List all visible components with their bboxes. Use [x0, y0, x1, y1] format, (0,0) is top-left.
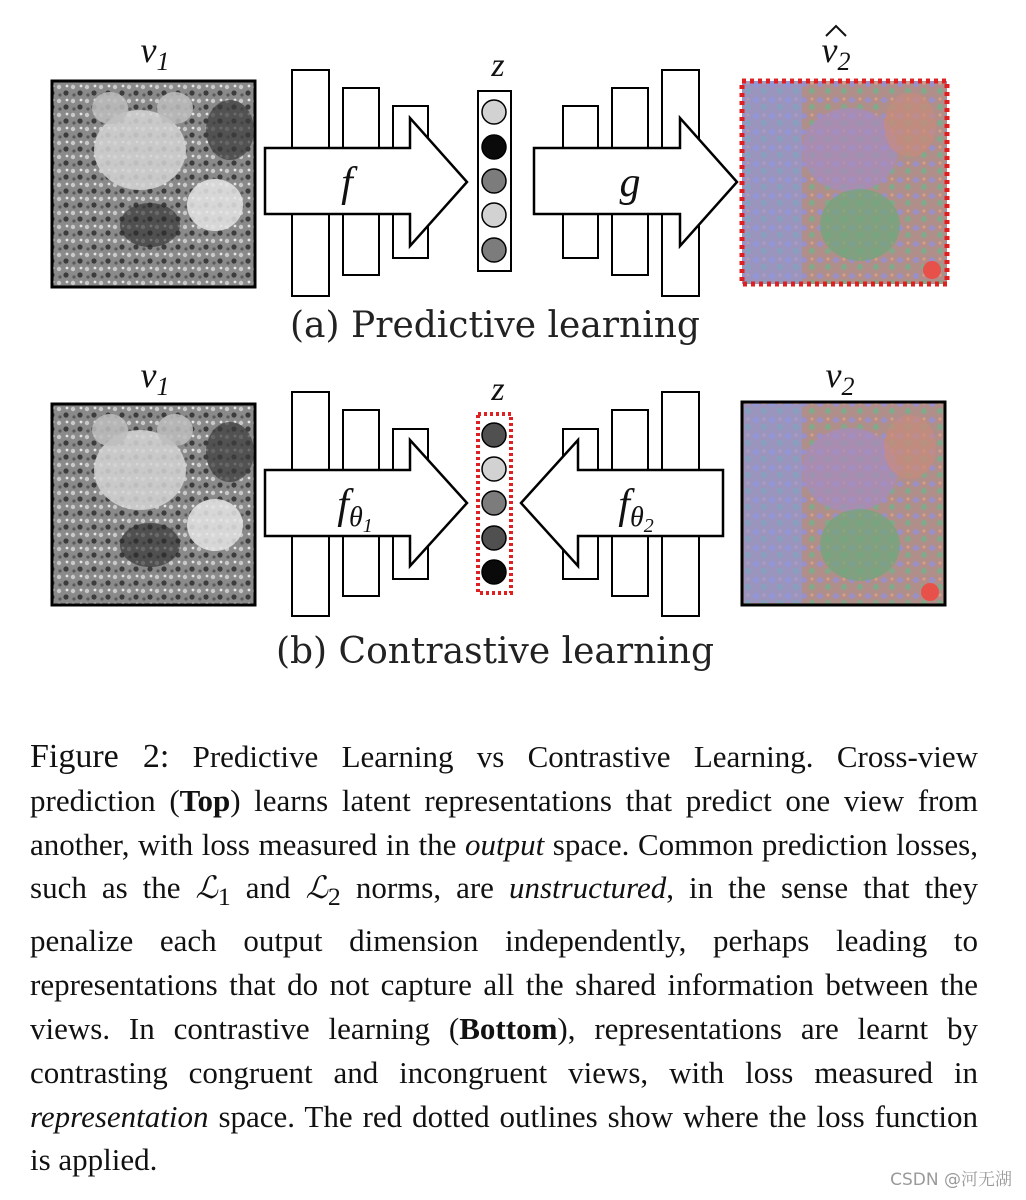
encoder1-label: fθ1	[337, 482, 373, 537]
caption-text: ) learns latent representations that predict one view from another, with loss measured in the	[30, 782, 978, 862]
watermark: CSDN @河无湖	[890, 1170, 1012, 1190]
latent-label-z: z	[491, 47, 505, 84]
latent-node	[482, 203, 506, 227]
latent-node	[482, 526, 506, 550]
svg-text:v2: $v_2$	[821, 30, 851, 76]
input-image	[52, 81, 255, 287]
caption-text: norms, are	[340, 870, 509, 906]
caption-text: Cross-view prediction (	[30, 739, 979, 818]
loss-l2-symbol: ℒ	[305, 870, 328, 906]
loss-l1-symbol: ℒ	[195, 870, 218, 906]
latent-node	[482, 100, 506, 124]
latent-label-z: z	[491, 371, 505, 408]
figure-caption	[30, 735, 978, 1182]
input-label-v1: $v_1$	[140, 30, 170, 76]
caption-text: space. The red dotted outlines show where the loss function is applied.	[30, 1098, 978, 1178]
input-image	[52, 404, 255, 605]
latent-node	[482, 423, 506, 447]
encoder-label-f: f	[341, 160, 353, 206]
caption-text: , in the sense that they penalize each output dimension independently, perhaps leading to representations that do not capture all the shared information between the views. In contrastive learning (	[30, 870, 978, 1046]
output-label-v2-hat	[822, 26, 851, 76]
caption-italic-output: output	[464, 826, 545, 862]
caption-text: space. Common prediction losses, such as the	[30, 826, 978, 906]
latent-node	[482, 457, 506, 481]
latent-node	[482, 135, 506, 159]
caption-bold-top: Top	[179, 782, 231, 818]
caption-text: ), representations are learnt by contrasting congruent and incongruent views, with loss measured in	[30, 1010, 978, 1090]
encoder2-label: fθ2	[618, 482, 654, 537]
latent-node	[482, 169, 506, 193]
predicted-output-image	[742, 81, 947, 284]
caption-italic-representation: representation	[30, 1098, 209, 1134]
second-view-image	[742, 402, 945, 605]
caption-italic-unstructured: unstructured	[508, 870, 667, 906]
panel-a	[52, 26, 947, 346]
latent-vector	[478, 91, 511, 271]
latent-node	[482, 491, 506, 515]
latent-node	[482, 238, 506, 262]
input-label-v1: $v_1$	[140, 355, 170, 401]
latent-vector	[478, 414, 511, 593]
caption-title: Predictive Learning vs Contrastive Learning.	[192, 739, 814, 774]
decoder-label-g: g	[619, 160, 641, 206]
loss-l1-subscript: 1	[217, 882, 231, 912]
loss-l2-subscript: 2	[327, 882, 341, 912]
output-label-v2: $v_2$	[825, 355, 855, 401]
figure-label: Figure 2:	[30, 738, 170, 775]
subcaption-a: (a) Predictive learning	[290, 305, 700, 346]
subcaption-b: (b) Contrastive learning	[275, 631, 715, 672]
caption-text: and	[230, 870, 306, 906]
panel-b	[52, 355, 945, 672]
latent-node	[482, 560, 506, 584]
caption-bold-bottom: Bottom	[459, 1010, 558, 1046]
